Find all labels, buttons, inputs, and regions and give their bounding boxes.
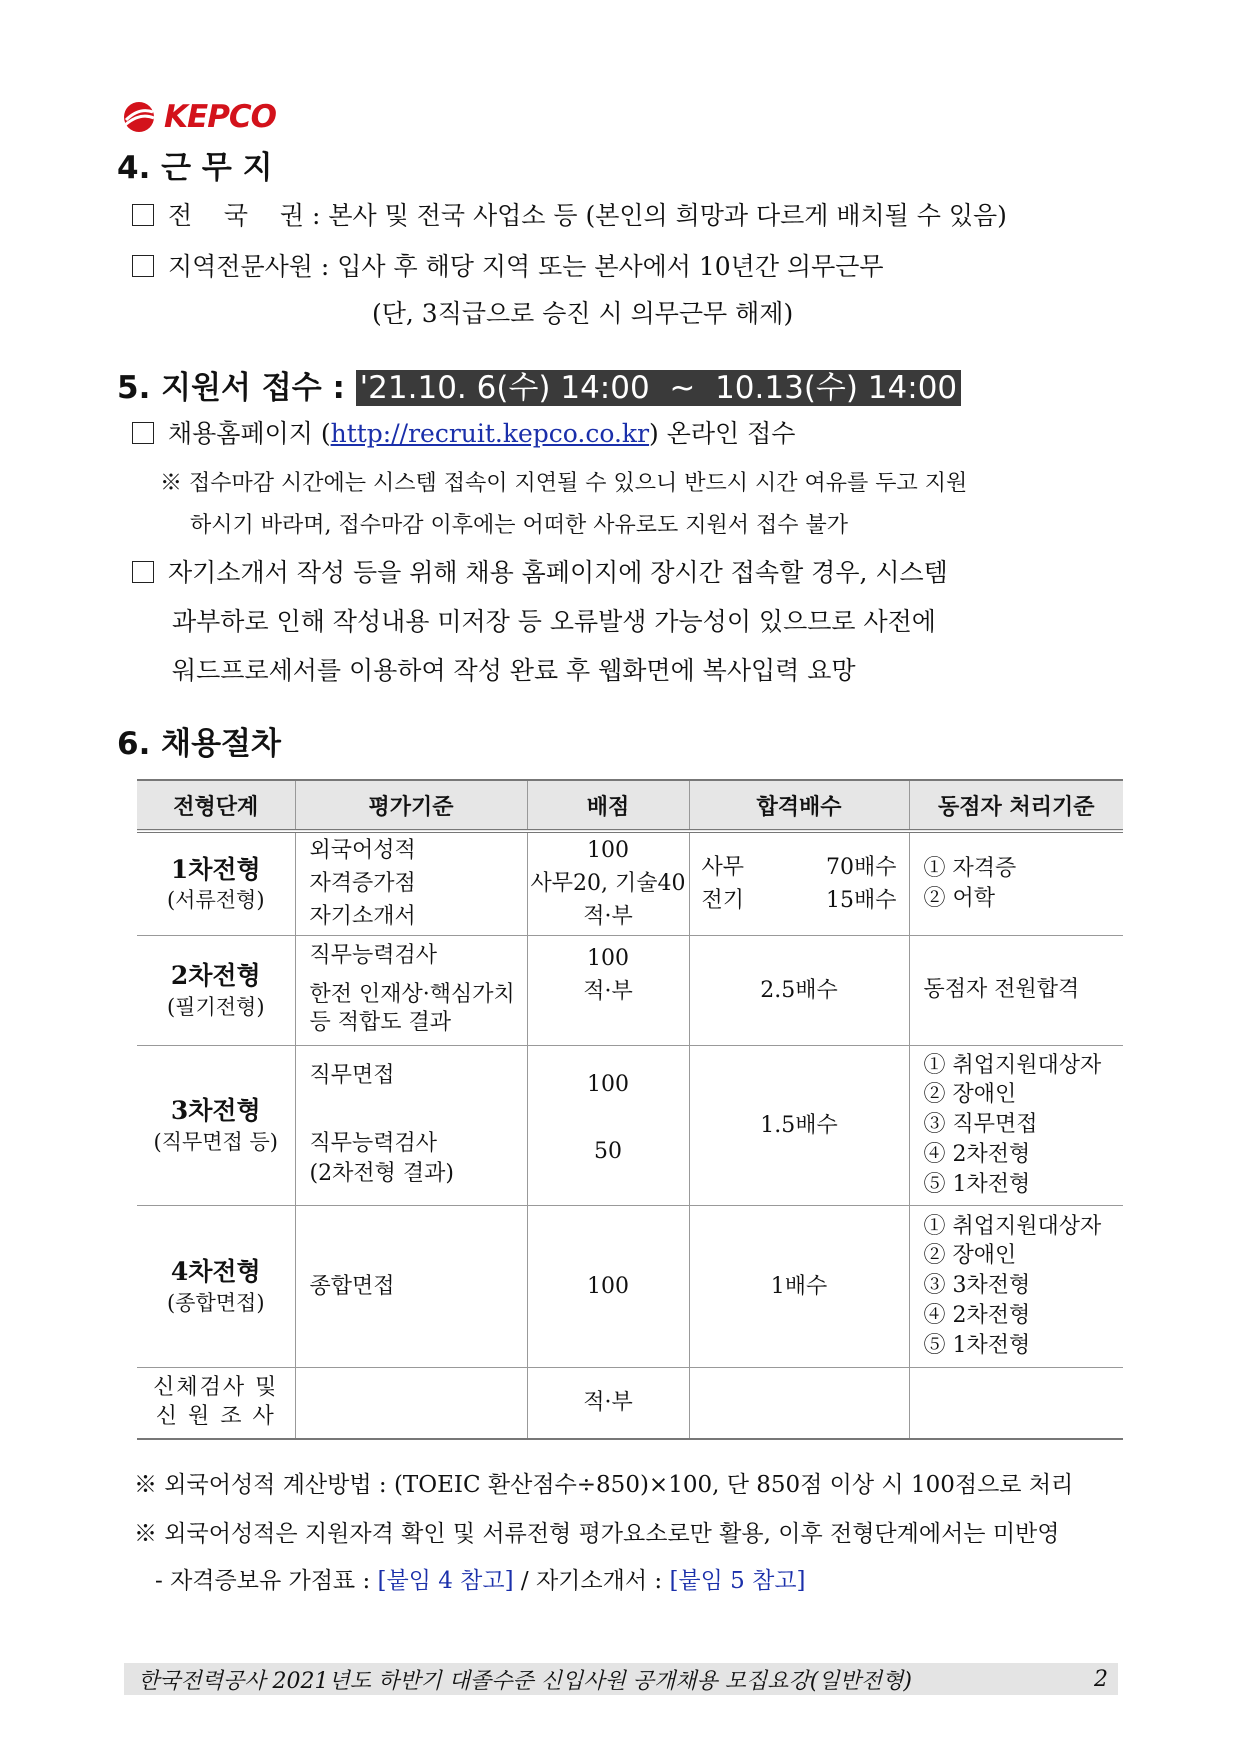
col-header-multiple: 합격배수	[689, 780, 909, 831]
sec5-bullet-2	[132, 553, 948, 589]
sec4-b1-label: 전 국 권	[168, 201, 305, 230]
score-item: 100	[587, 838, 629, 864]
stage-sub: (서류전형)	[166, 888, 265, 913]
appendix-5-ref: [붙임 5 참고]	[669, 1568, 806, 1594]
criteria-cell: 종합면접	[295, 1205, 527, 1367]
footer-text: 한국전력공사 2021년도 하반기 대졸수준 신입사원 공개채용 모집요강(일반전형)	[138, 1668, 912, 1694]
stage-name: 4차전형	[170, 1256, 261, 1286]
sec4-b2-note: (단, 3직급으로 승진 시 의무근무 해제)	[372, 299, 794, 328]
score-cell	[527, 831, 689, 935]
score-item: 100	[587, 1072, 629, 1097]
checkbox-square-icon	[132, 204, 154, 226]
sec5-note-2: 하시기 바라며, 접수마감 이후에는 어떠한 사유로도 지원서 접수 불가	[190, 513, 848, 538]
sec5-period: '21.10. 6(수) 14:00 ~ 10.13(수) 14:00	[356, 370, 962, 406]
sec6-note-3	[155, 1562, 806, 1595]
appendix-4-ref: [붙임 4 참고]	[377, 1568, 514, 1594]
criteria-item: 직무능력검사	[309, 1131, 438, 1157]
sec4-b2-label: 지역전문사원	[168, 252, 313, 281]
col-header-stage: 전형단계	[137, 780, 295, 831]
score-cell: 적·부	[527, 1367, 689, 1439]
criteria-item: 직무면접	[309, 1063, 395, 1089]
sec5-b2-l3: 워드프로세서를 이용하여 작성 완료 후 웹화면에 복사입력 요망	[172, 656, 856, 685]
stage-name: 3차전형	[170, 1095, 261, 1125]
tiebreak-item: ① 취업지원대상자	[923, 1052, 1102, 1078]
score-item: 사무20, 기술40	[530, 871, 686, 897]
stage-sub: (종합면접)	[166, 1290, 265, 1315]
tiebreak-item: ⑤ 1차전형	[923, 1171, 1031, 1197]
table-row	[137, 935, 1123, 1045]
score-cell	[527, 1045, 689, 1205]
recruit-link[interactable]: http://recruit.kepco.co.kr	[330, 419, 650, 448]
recruitment-process-table	[137, 779, 1123, 1440]
sec4-bullet-1	[132, 196, 1007, 232]
section-4-heading: 4. 근 무 지	[117, 150, 273, 186]
kepco-logo	[120, 98, 276, 136]
page-number: 2	[1094, 1666, 1108, 1692]
tiebreak-cell	[909, 1367, 1123, 1439]
tiebreak-cell: 동점자 전원합격	[909, 935, 1123, 1045]
tiebreak-item: ③ 3차전형	[923, 1273, 1031, 1299]
table-row	[137, 831, 1123, 935]
sec5-note-1: ※ 접수마감 시간에는 시스템 접속이 지연될 수 있으니 반드시 시간 여유를 두고 지원	[160, 471, 968, 496]
section-6-heading: 6. 채용절차	[117, 726, 281, 762]
sec4-b1-text: : 본사 및 전국 사업소 등 (본인의 희망과 다르게 배치될 수 있음)	[311, 201, 1007, 230]
tiebreak-cell	[909, 1205, 1123, 1367]
table-row	[137, 1045, 1123, 1205]
col-header-criteria: 평가기준	[295, 780, 527, 831]
checkbox-square-icon	[132, 422, 154, 444]
stage-cell	[137, 831, 295, 935]
multiple-cell	[689, 1367, 909, 1439]
tiebreak-item: ② 장애인	[923, 1082, 1017, 1108]
checkbox-square-icon	[132, 255, 154, 277]
score-item: 100	[587, 945, 629, 971]
stage-sub: (필기전형)	[166, 994, 265, 1019]
sec5-b1-pre: 채용홈페이지 (	[168, 419, 331, 448]
multiple-item: 전기 15배수	[701, 887, 897, 913]
criteria-cell	[295, 1045, 527, 1205]
stage-name: 2차전형	[170, 960, 261, 990]
tiebreak-item: ① 취업지원대상자	[923, 1213, 1102, 1239]
score-item: 50	[594, 1139, 622, 1164]
sec6-note-2: ※ 외국어성적은 지원자격 확인 및 서류전형 평가요소로만 활용, 이후 전형단계에서는 미반영	[134, 1521, 1060, 1547]
table-row	[137, 1205, 1123, 1367]
criteria-cell	[295, 935, 527, 1045]
stage-sub: (직무면접 등)	[153, 1129, 278, 1154]
tiebreak-item: ③ 직무면접	[923, 1112, 1038, 1138]
criteria-item: 직무능력검사	[309, 943, 438, 969]
checkbox-square-icon	[132, 561, 154, 583]
note3-pre: - 자격증보유 가점표 :	[155, 1568, 378, 1594]
tiebreak-item: ① 자격증	[923, 856, 1017, 882]
stage-cell	[137, 1205, 295, 1367]
kepco-logo-text: KEPCO	[164, 99, 277, 135]
tiebreak-item: ② 장애인	[923, 1243, 1017, 1269]
multiple-cell: 2.5배수	[689, 935, 909, 1045]
sec5-b2-l1: 자기소개서 작성 등을 위해 채용 홈페이지에 장시간 접속할 경우, 시스템	[168, 558, 948, 587]
tiebreak-cell	[909, 1045, 1123, 1205]
criteria-item: 자기소개서	[309, 904, 416, 930]
sec5-b1-post: ) 온라인 접수	[649, 419, 796, 448]
sec4-bullet-2	[132, 247, 884, 283]
score-cell	[527, 935, 689, 1045]
criteria-item: 한전 인재상·핵심가치	[309, 981, 515, 1007]
criteria-item: 자격증가점	[309, 871, 416, 897]
section-5-heading	[117, 362, 961, 407]
multiple-cell	[689, 831, 909, 935]
criteria-item: 등 적합도 결과	[309, 1010, 451, 1036]
tiebreak-item: ② 어학	[923, 885, 995, 911]
tiebreak-cell	[909, 831, 1123, 935]
score-item: 적·부	[583, 904, 633, 930]
stage-name: 신 원 조 사	[155, 1403, 276, 1429]
stage-cell	[137, 1045, 295, 1205]
multiple-cell: 1배수	[689, 1205, 909, 1367]
multiple-cell: 1.5배수	[689, 1045, 909, 1205]
table-row	[137, 1367, 1123, 1439]
kepco-emblem-icon	[120, 101, 158, 133]
criteria-item: 외국어성적	[309, 838, 416, 864]
tiebreak-item: ④ 2차전형	[923, 1302, 1031, 1328]
col-header-score: 배점	[527, 780, 689, 831]
score-cell: 100	[527, 1205, 689, 1367]
stage-cell	[137, 935, 295, 1045]
criteria-item: (2차전형 결과)	[309, 1160, 454, 1186]
multiple-item: 사무 70배수	[701, 854, 897, 880]
page-footer	[124, 1663, 1118, 1695]
criteria-cell	[295, 831, 527, 935]
sec5-bullet-1	[132, 414, 795, 450]
note3-mid: / 자기소개서 :	[513, 1568, 670, 1594]
stage-name: 신체검사 및	[153, 1375, 279, 1401]
stage-name: 1차전형	[170, 854, 261, 884]
criteria-cell	[295, 1367, 527, 1439]
sec6-note-1: ※ 외국어성적 계산방법 : (TOEIC 환산점수÷850)×100, 단 850점 이상 시 100점으로 처리	[134, 1472, 1074, 1498]
tiebreak-item: ⑤ 1차전형	[923, 1332, 1031, 1358]
sec4-b2-text: : 입사 후 해당 지역 또는 본사에서 10년간 의무근무	[320, 252, 884, 281]
table-header-row	[137, 780, 1123, 831]
stage-cell	[137, 1367, 295, 1439]
score-item: 적·부	[583, 978, 633, 1004]
col-header-tiebreak: 동점자 처리기준	[909, 780, 1123, 831]
sec5-b2-l2: 과부하로 인해 작성내용 미저장 등 오류발생 가능성이 있으므로 사전에	[172, 607, 936, 636]
tiebreak-item: ④ 2차전형	[923, 1141, 1031, 1167]
sec5-title: 5. 지원서 접수 :	[117, 370, 356, 406]
